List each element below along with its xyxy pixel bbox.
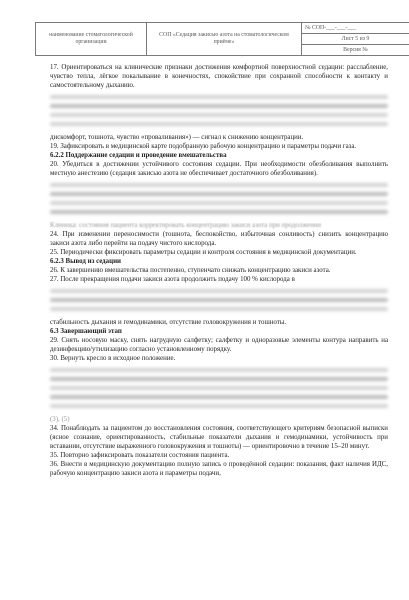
paragraph-17: 17. Ориентироваться на клинические признаки достижения комфортной поверхностной седации: расслабление, чувство тепла, лёгкое покалывание в конечностях, спокойствие при сохранной способности к контакту и самостоятельному дыханию. [50,64,388,89]
section-heading-6-2-3: 6.2.3 Вывод из седации [50,258,122,265]
illegible-block [50,183,388,219]
paragraph-23-tail: Клиника: состояния пациента корректировать концентрацию закиси азота при продолжении [50,222,322,229]
paragraph-30: 30. Вернуть кресло в исходное положение. [50,355,176,362]
version-cell: Версия № [302,45,409,56]
paragraph-35: 35. Повторно зафиксировать показатели состояния пациента. [50,452,230,459]
sop-number-cell: № СОП-___-___-___ [302,23,409,34]
paragraph-20: 20. Убедиться в достижении устойчивого состояния седации. При необходимости обезболивания выполнить местную анестезию (седация закисью азота не обеспечивает достаточного обезболивания). [50,161,388,177]
document-header-table [35,22,409,56]
paragraph-25: 25. Периодически фиксировать параметры седации и контроля состояния в медицинской документации. [50,249,357,256]
document-title-cell: СОП «Седация закисью азота на стоматологическом приёме» [147,23,302,56]
paragraph-34: 34. Понаблюдать за пациентом до восстановления состояния, соответствующего критериям безопасной выписки (ясное сознание, ориентированность, стабильные показатели дыхания и гемодинамики, устойчивость при вставании, отсутствие выраженного головокружения и тошноты) — ориентировочно в течение 15–20 минут. [50,425,388,450]
section-heading-6-3: 6.3 Завершающий этап [50,328,122,335]
paragraph-28-tail: стабильность дыхания и гемодинамики, отсутствие головокружения и тошноты. [50,319,287,326]
document-body [50,63,388,478]
organization-name-cell: наименование стоматологической организации [36,23,147,56]
paragraph-29: 29. Снять носовую маску, снять нагрудную салфетку; салфетку и одноразовые элементы контура направить на дезинфекцию/утилизацию согласно установленному порядку. [50,337,388,353]
paragraph-24: 24. При изменении переносимости (тошнота, беспокойство, избыточная сонливость) снизить концентрацию закиси азота либо перейти на подачу чистого кислорода. [50,231,388,247]
illegible-block [50,368,388,413]
paragraph-18-tail: дискомфорт, тошнота, чувство «проваливания») — сигнал к снижению концентрации. [50,134,304,141]
paragraph-27: 27. После прекращения подачи закиси азота продолжить подачу 100 % кислорода в [50,276,295,283]
sheet-number-cell: Лист 5 из 9 [302,34,409,45]
paragraph-19: 19. Зафиксировать в медицинской карте подобранную рабочую концентрацию и параметры подачи газа. [50,143,357,150]
paragraph-33-tail: (3), (5) [50,416,70,423]
illegible-block [50,95,388,131]
paragraph-36: 36. Внести в медицинскую документацию полную запись о проведённой седации: показания, факт наличия ИДС, рабочую концентрацию закиси азота и параметры подачи, [50,461,388,477]
illegible-block [50,289,388,316]
paragraph-26: 26. К завершению вмешательства постепенно, ступенчато снижать концентрацию закиси азота. [50,267,331,274]
section-heading-6-2-2: 6.2.2 Поддержание седации и проведение вмешательства [50,152,227,159]
